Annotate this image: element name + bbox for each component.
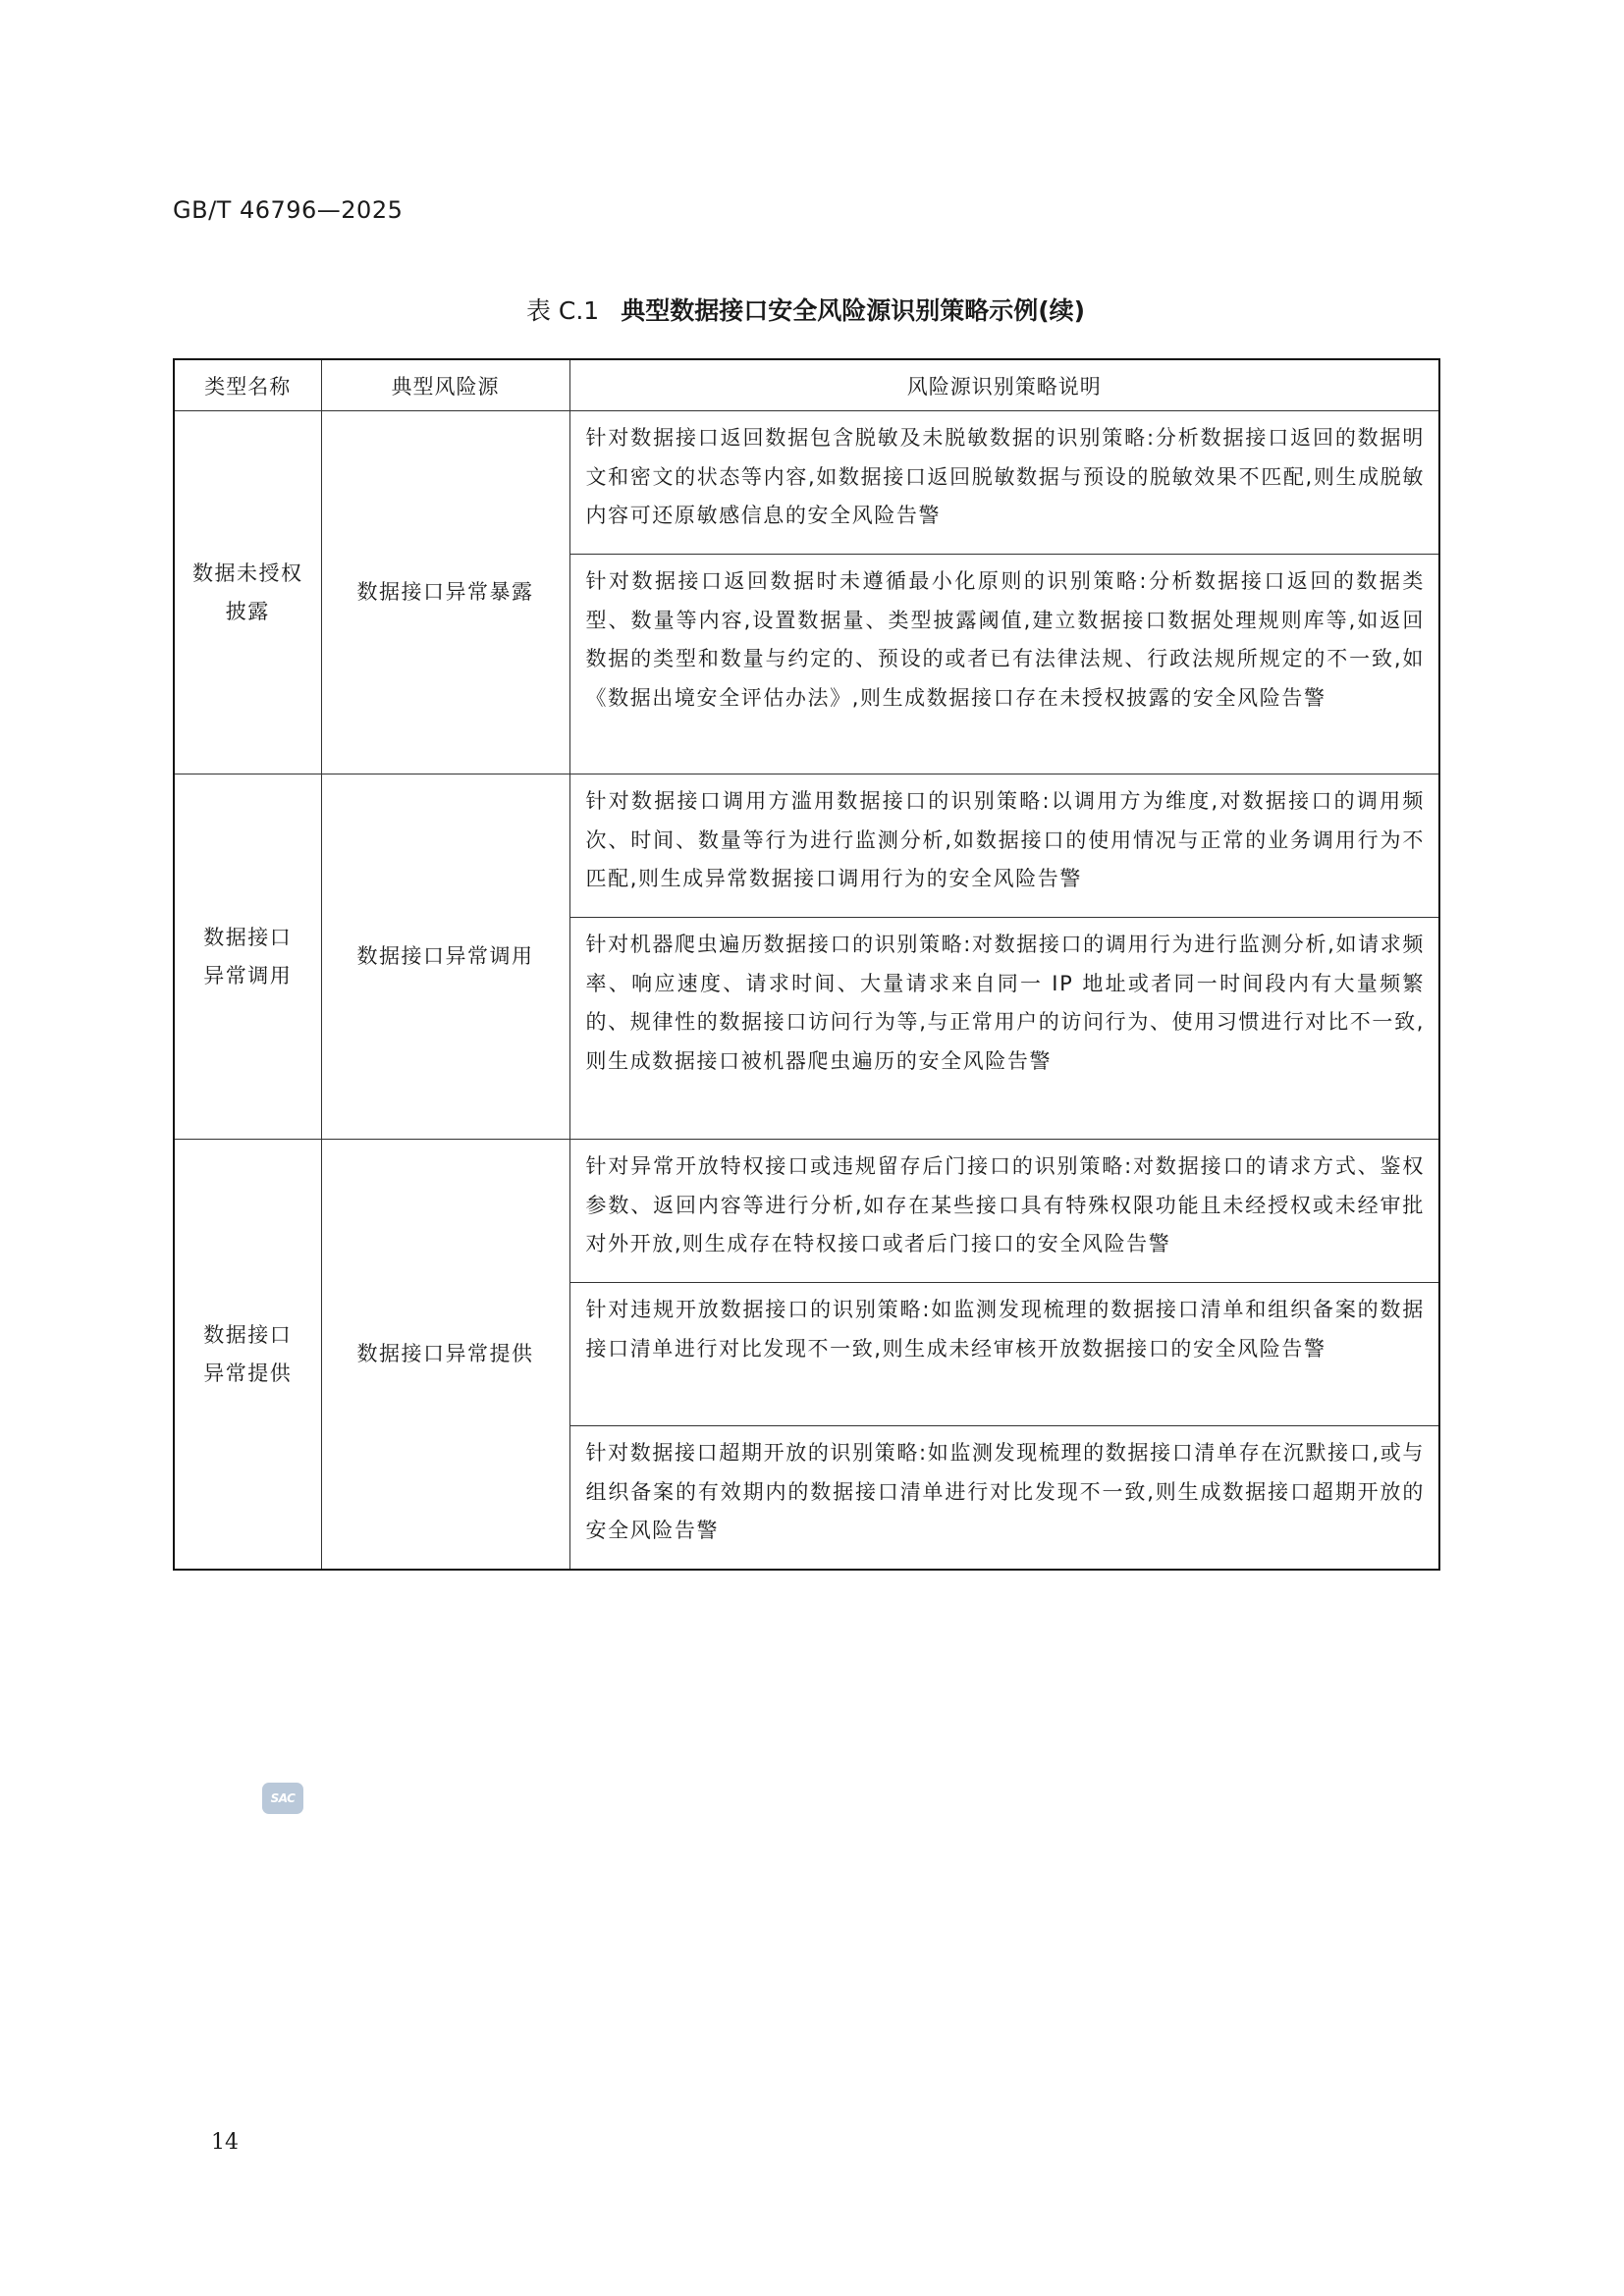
column-header-description: 风险源识别策略说明 bbox=[569, 359, 1439, 411]
table-caption bbox=[173, 292, 1438, 327]
type-name-cell: 数据接口 异常提供 bbox=[174, 1140, 321, 1571]
risk-source-cell: 数据接口异常暴露 bbox=[321, 411, 569, 774]
risk-source-cell: 数据接口异常调用 bbox=[321, 774, 569, 1140]
page-number: 14 bbox=[211, 2130, 239, 2155]
table-number: 表 C.1 bbox=[525, 296, 600, 325]
table-row bbox=[174, 774, 1439, 918]
standard-number: GB/T 46796—2025 bbox=[173, 196, 404, 224]
strategy-description-cell: 针对数据接口超期开放的识别策略:如监测发现梳理的数据接口清单存在沉默接口,或与组织备案的有效期内的数据接口清单进行对比发现不一致,则生成数据接口超期开放的安全风险告警 bbox=[569, 1426, 1439, 1571]
strategy-description-cell: 针对数据接口调用方滥用数据接口的识别策略:以调用方为维度,对数据接口的调用频次、时间、数量等行为进行监测分析,如数据接口的使用情况与正常的业务调用行为不匹配,则生成异常数据接口调用行为的安全风险告警 bbox=[569, 774, 1439, 918]
table-row bbox=[174, 1140, 1439, 1283]
risk-source-cell: 数据接口异常提供 bbox=[321, 1140, 569, 1571]
table-row bbox=[174, 411, 1439, 555]
strategy-description-cell: 针对数据接口返回数据包含脱敏及未脱敏数据的识别策略:分析数据接口返回的数据明文和密文的状态等内容,如数据接口返回脱敏数据与预设的脱敏效果不匹配,则生成脱敏内容可还原敏感信息的安全风险告警 bbox=[569, 411, 1439, 555]
column-header-source: 典型风险源 bbox=[321, 359, 569, 411]
strategy-description-cell: 针对异常开放特权接口或违规留存后门接口的识别策略:对数据接口的请求方式、鉴权参数、返回内容等进行分析,如存在某些接口具有特殊权限功能且未经授权或未经审批对外开放,则生成存在特权接口或者后门接口的安全风险告警 bbox=[569, 1140, 1439, 1283]
table-header-row bbox=[174, 359, 1439, 411]
column-header-type: 类型名称 bbox=[174, 359, 321, 411]
type-name-cell: 数据接口 异常调用 bbox=[174, 774, 321, 1140]
strategy-description-cell: 针对机器爬虫遍历数据接口的识别策略:对数据接口的调用行为进行监测分析,如请求频率、响应速度、请求时间、大量请求来自同一 IP 地址或者同一时间段内有大量频繁的、规律性的数据接口访问行为等,与正常用户的访问行为、使用习惯进行对比不一致,则生成数据接口被机器爬虫遍历的安全风险告警 bbox=[569, 918, 1439, 1140]
type-name-cell: 数据未授权 披露 bbox=[174, 411, 321, 774]
sac-logo-watermark: SAC bbox=[262, 1783, 303, 1814]
strategy-description-cell: 针对数据接口返回数据时未遵循最小化原则的识别策略:分析数据接口返回的数据类型、数量等内容,设置数据量、类型披露阈值,建立数据接口数据处理规则库等,如返回数据的类型和数量与约定的、预设的或者已有法律法规、行政法规所规定的不一致,如《数据出境安全评估办法》,则生成数据接口存在未授权披露的安全风险告警 bbox=[569, 555, 1439, 774]
table-title: 典型数据接口安全风险源识别策略示例(续) bbox=[621, 296, 1086, 325]
strategy-description-cell: 针对违规开放数据接口的识别策略:如监测发现梳理的数据接口清单和组织备案的数据接口清单进行对比发现不一致,则生成未经审核开放数据接口的安全风险告警 bbox=[569, 1283, 1439, 1426]
risk-source-table bbox=[173, 358, 1440, 1571]
